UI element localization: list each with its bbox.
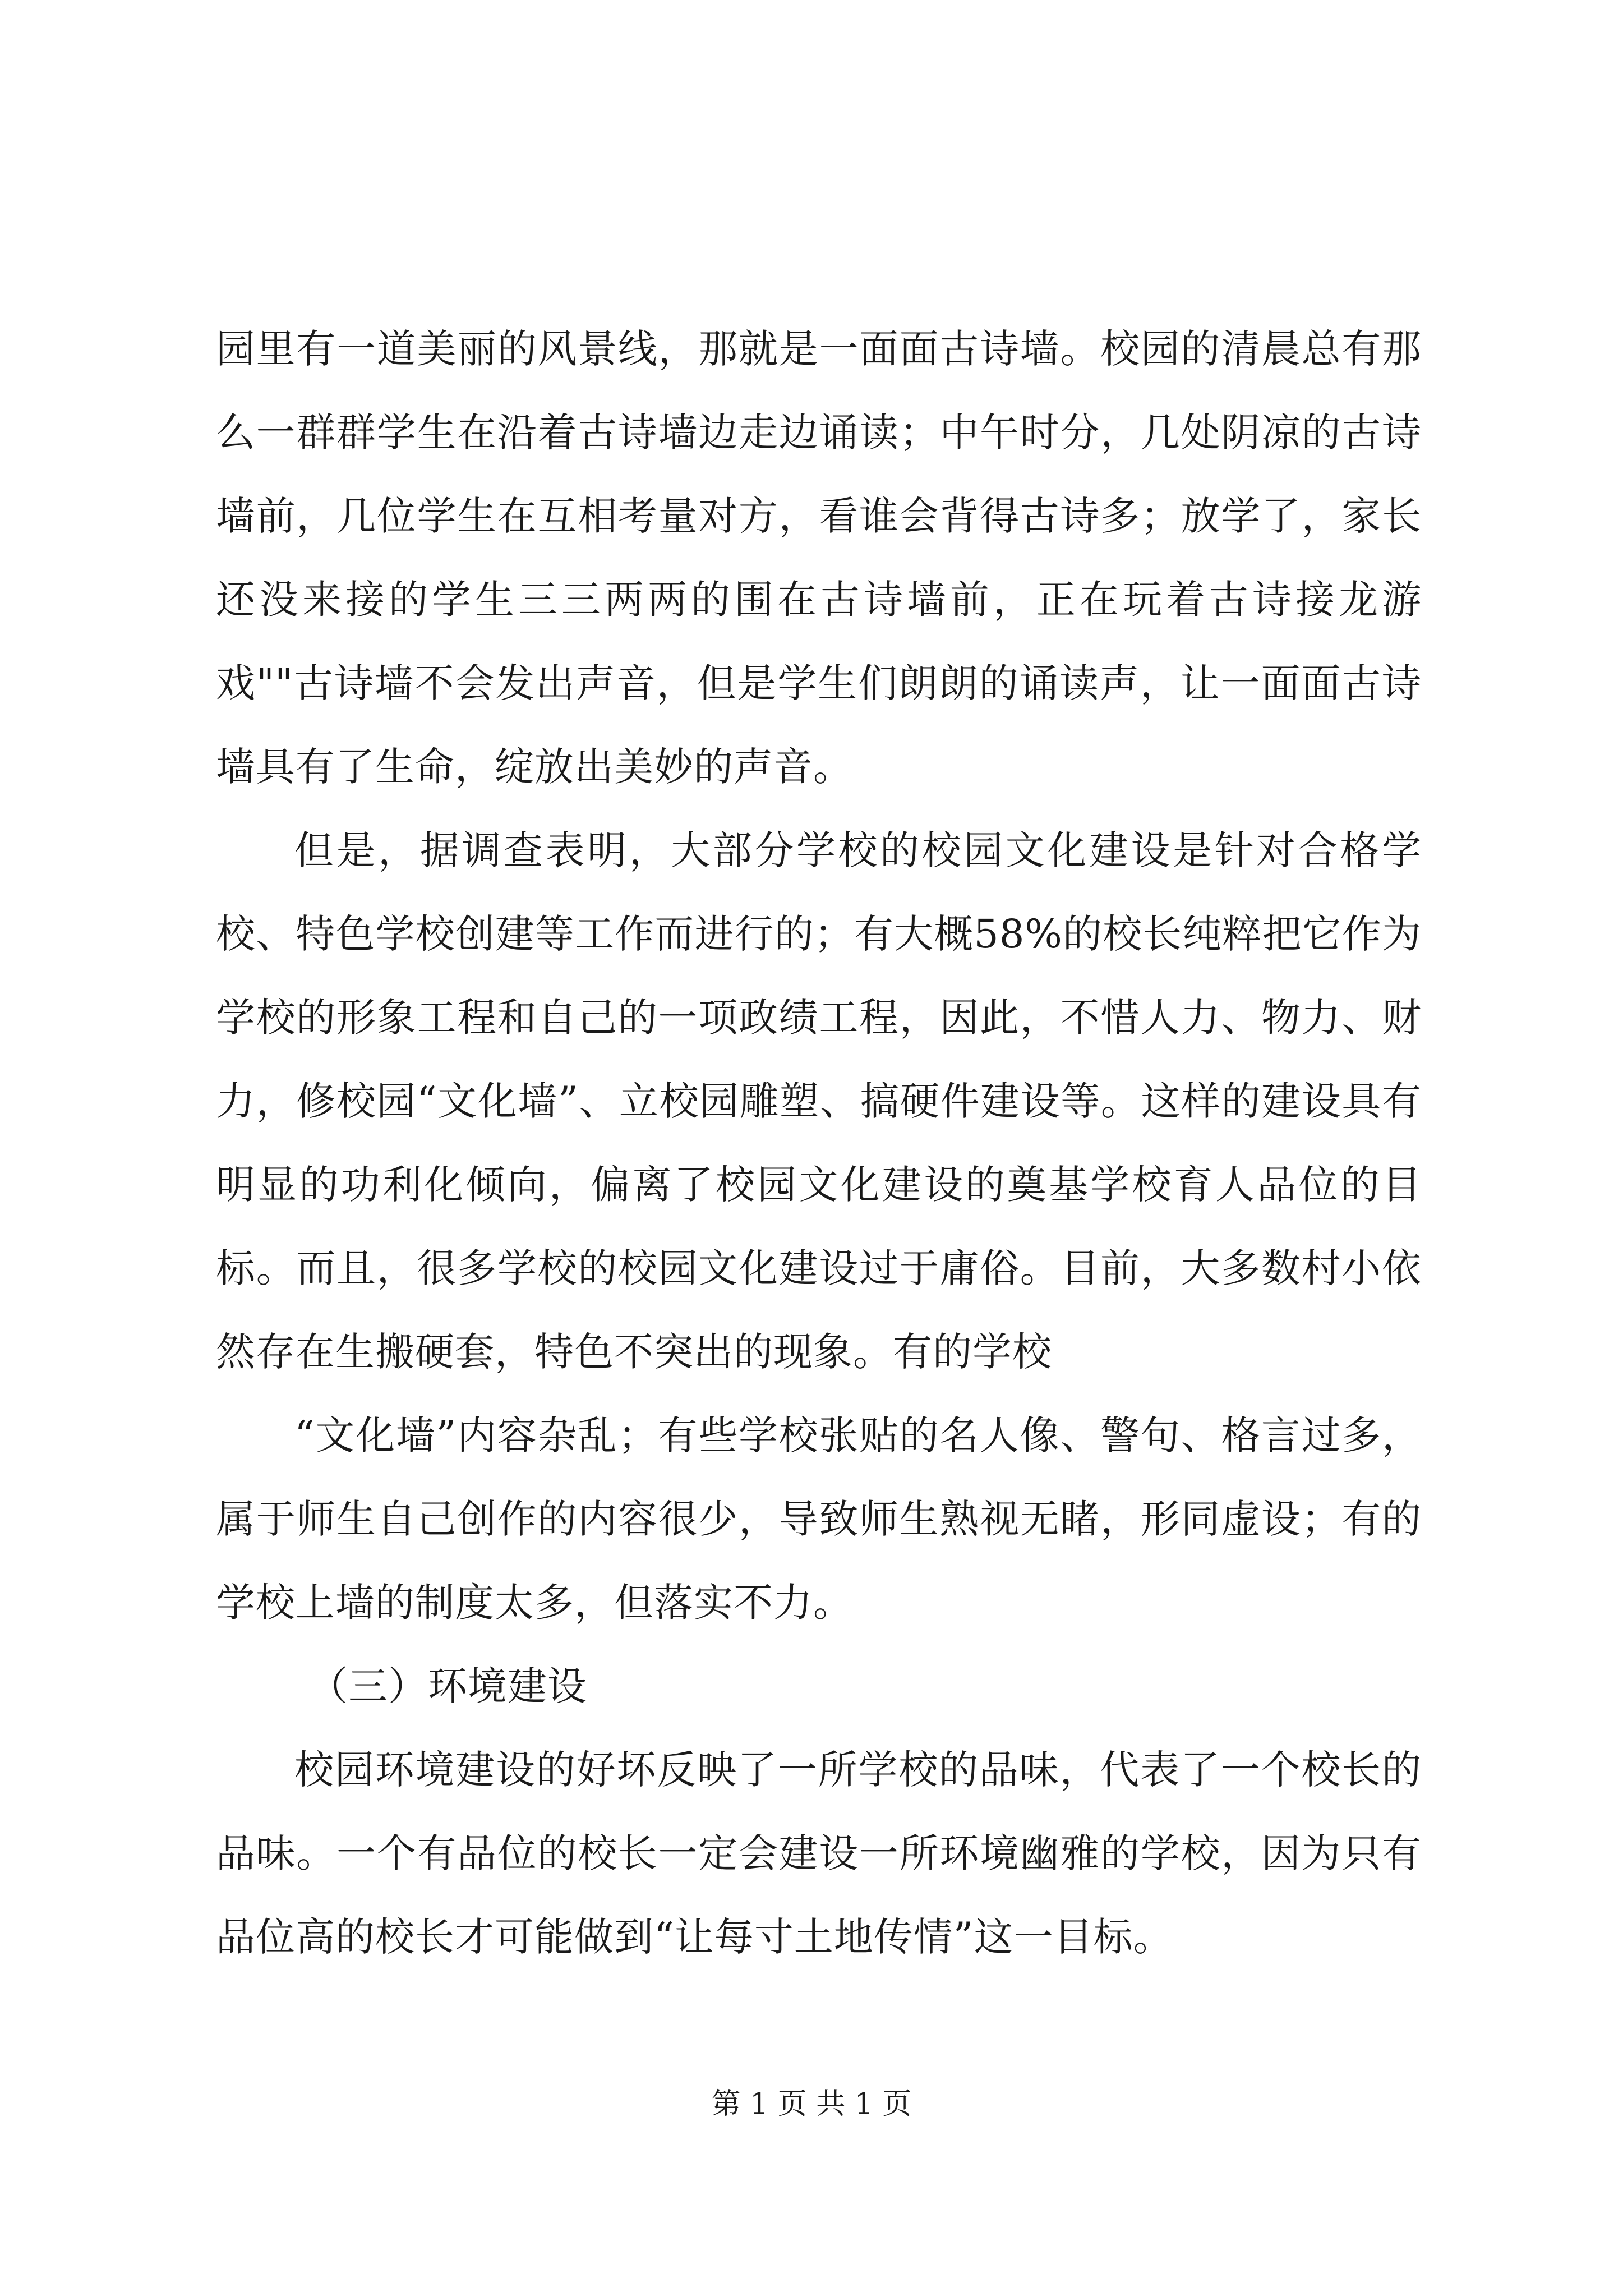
paragraph-ancient-poetry-wall: 园里有一道美丽的风景线，那就是一面面古诗墙。校园的清晨总有那么一群群学生在沿着古诗墙边走边诵读；中午时分，几处阴凉的古诗墙前，几位学生在互相考量对方，看谁会背得古诗多；放学了，家长还没来接的学生三三两两的围在古诗墙前，正在玩着古诗接龙游戏""古诗墙不会发出声音，但是学生们朗朗的诵读声，让一面面古诗墙具有了生命，绽放出美妙的声音。	[216, 326, 1422, 790]
section-heading-environment: （三）环境建设	[308, 1663, 587, 1709]
page-footer: 第 1 页 共 1 页	[711, 2087, 912, 2121]
paragraph-culture-wall: “文化墙”内容杂乱；有些学校张贴的名人像、警句、格言过多，属于师生自己创作的内容很少，导致师生熟视无睹，形同虚设；有的学校上墙的制度太多，但落实不力。	[216, 1412, 1422, 1626]
document-body	[216, 307, 1422, 1979]
paragraph-survey-findings: 但是，据调查表明，大部分学校的校园文化建设是针对合格学校、特色学校创建等工作而进行的；有大概58%的校长纯粹把它作为学校的形象工程和自己的一项政绩工程，因此，不惜人力、物力、财力，修校园“文化墙”、立校园雕塑、搞硬件建设等。这样的建设具有明显的功利化倾向，偏离了校园文化建设的奠基学校育人品位的目标。而且，很多学校的校园文化建设过于庸俗。目前，大多数村小依然存在生搬硬套，特色不突出的现象。有的学校	[216, 827, 1422, 1375]
paragraph-environment-construction: 校园环境建设的好坏反映了一所学校的品味，代表了一个校长的品味。一个有品位的校长一定会建设一所环境幽雅的学校，因为只有品位高的校长才可能做到“让每寸土地传情”这一目标。	[216, 1747, 1422, 1960]
